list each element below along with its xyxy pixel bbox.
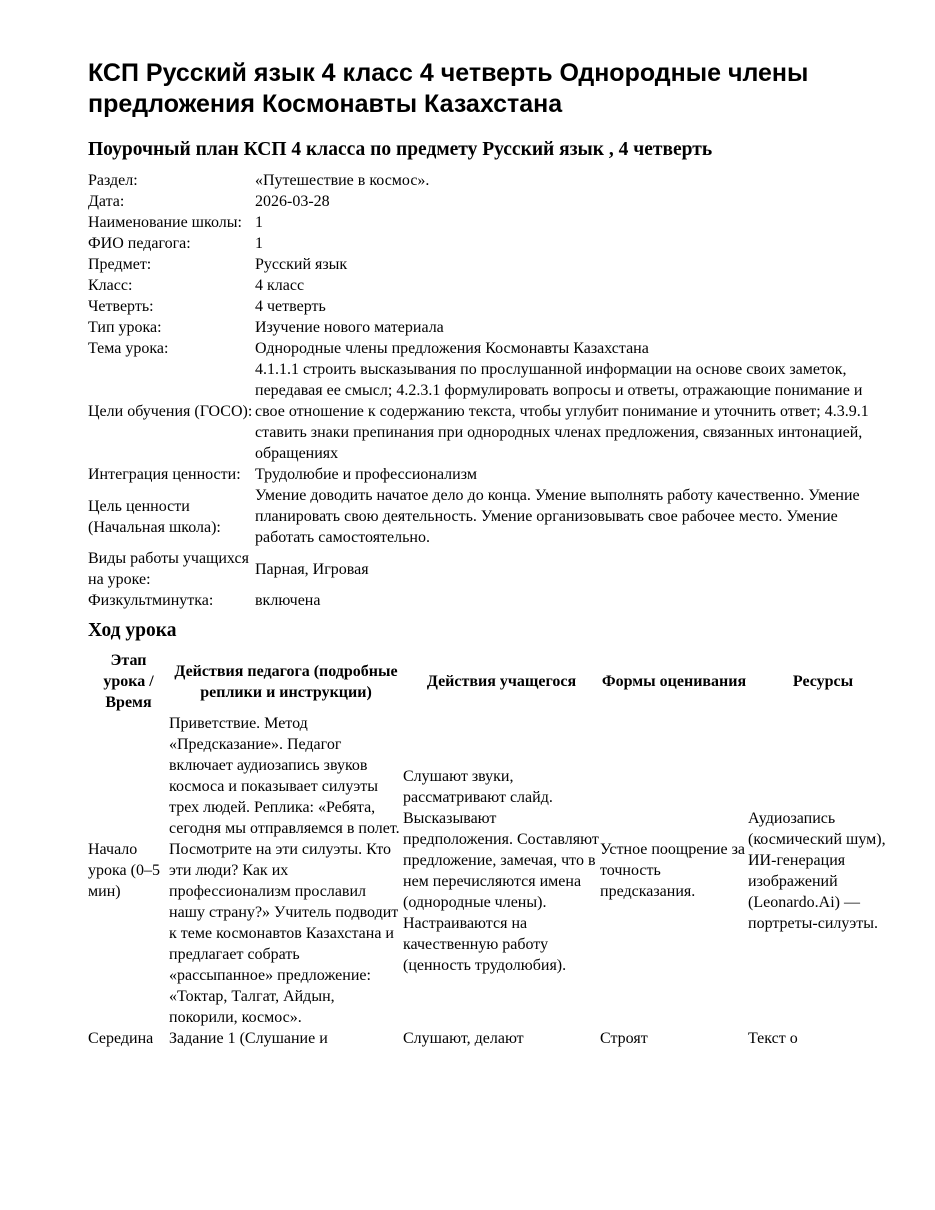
header-student-actions: Действия учащегося	[426, 673, 577, 690]
header-assessment: Формы оценивания	[601, 673, 747, 690]
teacher-actions-cell: Задание 1 (Слушание и	[169, 1030, 328, 1047]
meta-value: 2026-03-28	[255, 193, 330, 210]
table-row	[88, 1028, 898, 1049]
meta-row	[88, 548, 895, 590]
lesson-meta-table	[88, 170, 895, 611]
meta-row	[88, 191, 895, 212]
meta-value: 1	[255, 235, 263, 252]
lesson-progress-heading: Ход урока	[88, 620, 177, 641]
lesson-steps-table	[88, 650, 898, 1049]
meta-key: Раздел:	[88, 172, 138, 189]
student-actions-cell: Слушают звуки, рассматривают слайд. Высказывают предположения. Составляют предложение, замечая, что в нем перечисляются имена (однородные члены). Настраиваются на качественную работу (ценность трудолюбия).	[403, 767, 599, 974]
meta-key: ФИО педагога:	[88, 235, 191, 252]
document-title: КСП Русский язык 4 класс 4 четверть Однородные члены предложения Космонавты Казахстана	[88, 59, 809, 118]
meta-value: Однородные члены предложения Космонавты Казахстана	[255, 340, 649, 357]
table-row	[88, 713, 898, 1028]
meta-row	[88, 485, 895, 548]
header-teacher-actions: Действия педагога (подробные реплики и инструкции)	[174, 662, 398, 701]
meta-row	[88, 464, 895, 485]
meta-key: Интеграция ценности:	[88, 466, 241, 483]
header-stage: Этап урока / Время	[103, 652, 154, 711]
header-resources: Ресурсы	[792, 673, 854, 690]
meta-key: Виды работы учащихся на уроке:	[88, 550, 249, 588]
meta-value: 4 класс	[255, 277, 305, 294]
meta-value: 4 четверть	[255, 298, 326, 315]
meta-row	[88, 170, 895, 191]
meta-key: Цель ценности (Начальная школа):	[88, 497, 221, 536]
stage-cell: Середина	[88, 1030, 154, 1047]
meta-row	[88, 338, 895, 359]
meta-key: Цели обучения (ГОСО):	[88, 403, 253, 420]
stage-cell: Начало урока (0–5 мин)	[88, 841, 160, 900]
plan-subtitle: Поурочный план КСП 4 класса по предмету Русский язык , 4 четверть	[88, 139, 713, 160]
student-actions-cell: Слушают, делают	[403, 1030, 524, 1047]
meta-value: включена	[255, 592, 321, 609]
meta-key: Класс:	[88, 277, 133, 294]
assessment-cell: Строят	[600, 1030, 648, 1047]
document-page	[88, 58, 898, 1049]
meta-value: «Путешествие в космос».	[255, 172, 430, 189]
meta-value: Изучение нового материала	[255, 319, 444, 336]
meta-value: Парная, Игровая	[255, 560, 369, 578]
meta-key: Наименование школы:	[88, 214, 242, 231]
meta-key: Четверть:	[88, 298, 154, 315]
meta-row	[88, 359, 895, 464]
meta-row	[88, 254, 895, 275]
meta-row	[88, 212, 895, 233]
meta-key: Дата:	[88, 193, 125, 210]
meta-row	[88, 590, 895, 611]
meta-key: Физкультминутка:	[88, 592, 214, 609]
meta-row	[88, 233, 895, 254]
meta-row	[88, 296, 895, 317]
resources-cell: Текст о	[748, 1030, 798, 1047]
teacher-actions-cell: Приветствие. Метод «Предсказание». Педагог включает аудиозапись звуков космоса и показывает силуэты трех людей. Реплика: «Ребята, сегодня мы отправляемся в полет. Посмотрите на эти силуэты. Кто эти люди? Как их профессионализм прославил нашу страну?» Учитель подводит к теме космонавтов Казахстана и предлагает собрать «рассыпанное» предложение: «Токтар, Талгат, Айдын, покорили, космос».	[169, 715, 400, 1026]
meta-row	[88, 317, 895, 338]
meta-value: Умение доводить начатое дело до конца. Умение выполнять работу качественно. Умение планировать свою деятельность. Умение организовывать свое рабочее место. Умение работать самостоятельно.	[255, 487, 860, 546]
meta-key: Тип урока:	[88, 319, 162, 336]
assessment-cell: Устное поощрение за точность предсказания.	[600, 841, 745, 900]
meta-value: 4.1.1.1 строить высказывания по прослушанной информации на основе своих заметок, передавая ее смысл; 4.2.3.1 формулировать вопросы и ответы, отражающие понимание и свое отношение к содержанию текста, чтобы углубит понимание и уточнить ответ; 4.3.9.1 ставить знаки препинания при однородных членах предложения, связанных интонацией, обращениях	[255, 361, 869, 462]
meta-key: Тема урока:	[88, 340, 169, 357]
meta-value: Трудолюбие и профессионализм	[255, 466, 477, 483]
meta-key: Предмет:	[88, 256, 152, 273]
meta-row	[88, 275, 895, 296]
resources-cell: Аудиозапись (космический шум), ИИ-генерация изображений (Leonardo.Ai) — портреты-силуэты.	[748, 809, 886, 932]
lesson-table-header-row	[88, 650, 898, 713]
meta-value: Русский язык	[255, 256, 348, 273]
meta-value: 1	[255, 214, 263, 231]
